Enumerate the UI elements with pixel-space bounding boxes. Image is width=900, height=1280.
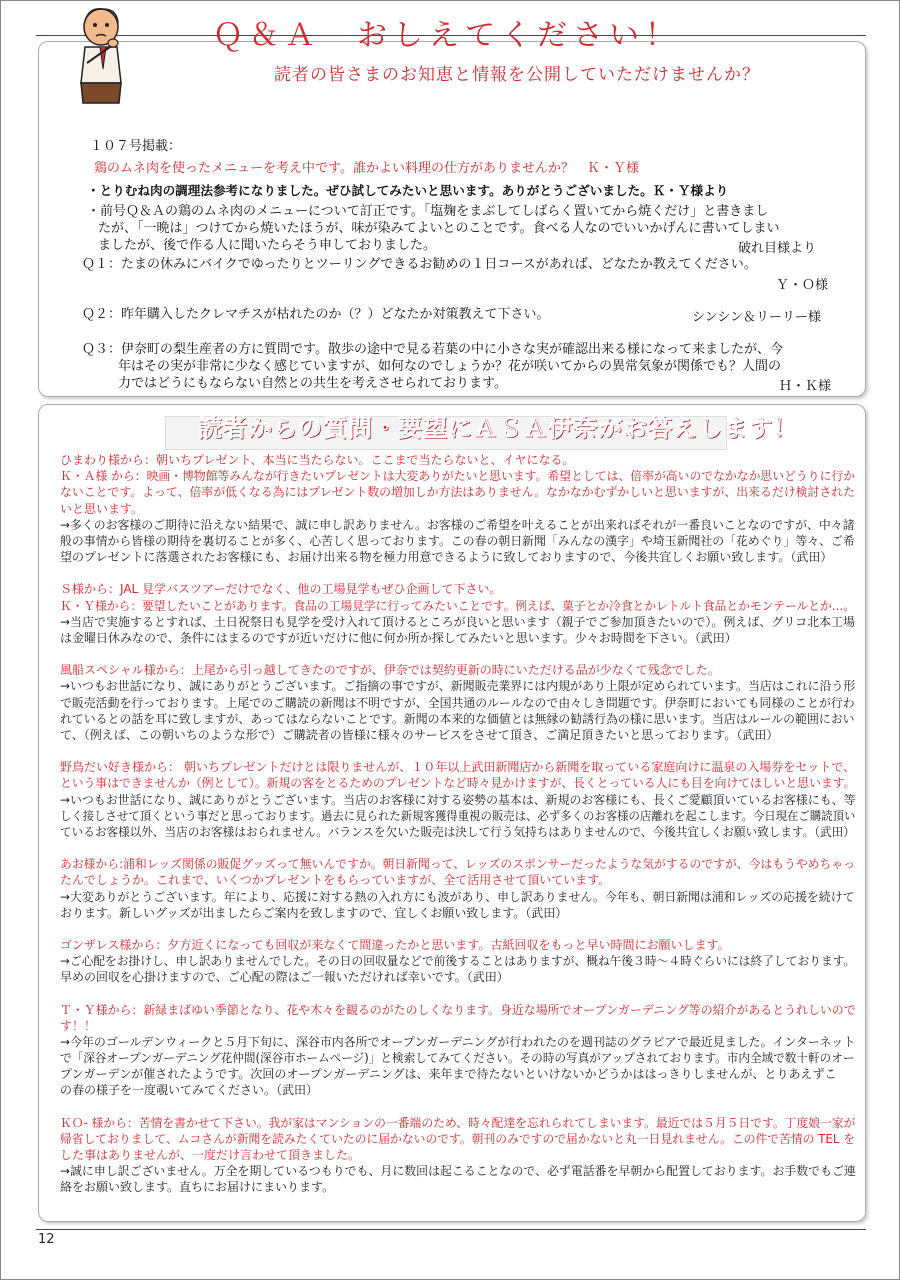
answer-line: で販売活動を行っております。上尾でのご購読の新聞は不明ですが、全国共通のルールなので由々しき問題です。伊奈町においても同様のことが行わ [60, 695, 855, 710]
answer-line: しく接しさせて頂くという事だと思っております。過去に見られた新規客獲得重視の販売は、必ず多くのお客様の店離れを起こします。今日現在ご購読頂い [60, 808, 856, 823]
answer-line: で「深谷オープンガーデニング花仲間(深谷市ホームページ)」と検索してみてください。その時の写真がアップされております。市内全域で数十軒のオー [60, 1051, 855, 1066]
answer-line: 般の事情から皆様の期待を裏切ることが多く、心苦しく思っております。この春の朝日新聞「みんなの漢字」や埼玉新聞社の「花めぐり」等々、ご希 [60, 533, 855, 548]
request-line: Ｓ様から：JAL 見学バスツアーだけでなく、他の工場見学もぜひ企画して下さい。 [60, 582, 502, 597]
answer-line: →誠に申し訳ございません。万全を期しているつもりでも、月に数回は起こることなので、必ず電話番を早朝から配置しております。お手数でもご連 [60, 1164, 856, 1179]
qa-line: Ｑ２：昨年購入したクレマチスが枯れたのか（？）どなたか対策教えて下さい。 [82, 307, 550, 322]
request-line: という事はできませんか（例として）。新規の客をとるためのプレゼントなど時々見かけますが、長くとっている人にも目を向けてほしいと思います。 [60, 776, 856, 791]
answer-line: ているお客様以外、当店のお客様はおられません。バランスを欠いた販売は決して行う気持ちはありませんので、今後共宜しくお願い致します。（武田） [60, 824, 855, 839]
answer-line: 早めの回収を心掛けますので、ご心配の際はご一報いただければ幸いです。（武田） [60, 970, 509, 985]
answer-line: て、（例えば、この朝いちのような形で）ご購読者の皆様に様々のサービスをさせて頂き、ご満足頂きたいと思っております。（武田） [60, 727, 779, 742]
request-line: ゴンザレス様から：夕方近くになっても回収が来なくて間違ったかと思います。古紙回収をもっと早い時間にお願いします。 [60, 937, 730, 952]
request-line: いと思います。 [60, 501, 144, 516]
qa-line: ・とりむね肉の調理法参考になりました。ぜひ試してみたいと思います。ありがとうございました。Ｋ・Ｙ様より [87, 183, 729, 198]
answer-line: の春の様子を一度覗いてみてください。（武田） [60, 1083, 319, 1098]
answer-line: →当店で実施するとすれば、土日祝祭日も見学を受け入れて頂けるところが良いと思います（親子でご参加頂きたいので）。例えば、グリコ北本工場 [60, 614, 856, 629]
bottom-rule [36, 1229, 866, 1230]
request-line: あお様から:浦和レッズ関係の販促グッズって無いんですか。朝日新聞って、レッズのスポンサーだったような気がするのですが、今はもうやめちゃっ [60, 857, 855, 872]
signature-correction: 破れ目様より [738, 241, 817, 256]
answer-line: →大変ありがとうございます。年により、応援に対する熱の入れ方にも波があり、申し訳ありません。今年も、朝日新聞は浦和レッズの応援を続けて [60, 889, 855, 904]
thinking-man-illustration [63, 5, 143, 105]
request-line: 帰省しておりまして、ムコさんが新聞を読みたくていたのに届かないのです。朝刊のみですので届かないと丸一日見れません。この件で苦情の TEL を [60, 1131, 856, 1146]
request-line: ＫＯ- 様から：苦情を書かせて下さい。我が家はマンションの一番端のため、時々配達を忘れられてしまいます。最近では５月５日です。丁度娘一家が [60, 1115, 856, 1130]
answer-line: おります。新しいグッズが出ましたらご案内を致しますので、宜しくお願い致します。（武田） [60, 905, 568, 920]
answer-line: →多くのお客様のご期待に沿えない結果で、誠に申し訳ありません。お客様のご希望を叶えることが出来ればそれが一番良いことなのですが、中々諸 [60, 517, 855, 532]
request-line: たんでしょうか。これまで、いくつかプレゼントをもらっていますが、全て活用させて頂いています。 [60, 873, 611, 888]
answer-line: プンガーデンが催されたようです。次回のオープンガーデニングは、来年まで待たないといけないかどうかははっきりしませんが、とりあえずこ [60, 1067, 837, 1082]
request-line: 野鳥だい好き様から： 朝いちプレゼントだけとは限りませんが、１０年以上武田新聞店から新聞を取っている家庭向けに温泉の入場券をセットで、 [60, 760, 856, 775]
request-line: 風船スペシャル様から：上尾から引っ越してきたのですが、伊奈では契約更新の時にいただける品が少なくて残念でした。 [60, 663, 720, 678]
answer-line: 望のプレゼントに落選されたお客様にも、お届け出来る物を極力用意できるように致しておりますので、今後共宜しくお願い致します。（武田） [60, 550, 833, 565]
request-line: ひまわり様から：朝いちプレゼント、本当に当たらない。ここまで当たらないと、イヤになる。 [60, 453, 575, 467]
request-line: Ｋ・Ａ様 から：映画・博物館等みんなが行きたいプレゼントは大変ありがたいと思います。希望としては、倍率が高いのでなかなか思いどうりに行か [60, 469, 856, 484]
answer-line: は金曜日休みなので、条件にはまるのですが近いだけに他に何か所か探してみたいと思います。少々お時間を下さい。（武田） [60, 630, 737, 645]
answers-title: 読者からの質問・要望にＡＳＡ伊奈がお答えします！ [198, 414, 798, 442]
request-line: す！！ [60, 1018, 97, 1033]
answer-line: 絡をお願い致します。直ちにお届けにまいります。 [60, 1180, 335, 1195]
answer-line: →ご心配をお掛けし、申し訳ありませんでした。その日の回収量などで前後することはありますが、概ね午後３時～４時ぐらいには終了しております。 [60, 954, 856, 969]
answer-line: →今年のゴールデンウィークと５月下旬に、深谷市内各所でオープンガーデニングが行われたのを週刊誌のグラビアで最近見ました。インターネット [60, 1034, 856, 1049]
signature-q3: Ｈ・Ｋ様 [779, 379, 832, 394]
qa-line: ましたが、後で作る人に聞いたらそう申しておりました。 [98, 238, 437, 253]
request-line: ないことです。よって、倍率が低くなる為にはプレゼント数の増加しか方法はありません。なかなかむずかしいと思いますが、出来るだけ検討された [60, 485, 856, 500]
signature-q2: シンシン＆リーリー様 [692, 310, 822, 325]
signature-q1: Ｙ・Ｏ様 [776, 278, 829, 293]
answer-line: →いつもお世話になり、誠にありがとうございます。ご指摘の事ですが、新聞販売業界には内規があり上限が定められています。当店はこれに沿う形 [60, 679, 856, 694]
qa-subtitle: 読者の皆さまのお知恵と情報を公開していただけませんか？ [274, 65, 760, 85]
answer-line: れているとの話を耳に致しますが、あってはならないことです。新聞の本来的な価値とは無縁の勧誘行為の様に思います。当店はルールの範囲におい [60, 711, 855, 726]
qa-line: たが、「一晩は」つけてから焼いたほうが、味が染みてよいとのことです。食べる人なのでいいかげんに書いてしまい [98, 221, 780, 236]
request-line: した事はありませんが、一度だけ言わせて頂きました。 [60, 1148, 361, 1163]
answers-list [60, 452, 855, 1196]
qa-title: Ｑ＆Ａ おしえてください！ [213, 18, 681, 53]
qa-line: 力ではどうにもならない自然との共生を考えさせられております。 [118, 376, 507, 391]
answer-line: →いつもお世話になり、誠にありがとうございます。当店のお客様に対する姿勢の基本は、新規のお客様にも、長くご愛顧頂いているお客様にも、等 [60, 792, 856, 807]
qa-line: 年はその実が非常に少なく感じていますが、如何なのでしょうか？花が咲いてからの異常気象が関係でも？人間の [118, 359, 782, 374]
qa-line: ・前号Ｑ＆Ａの鶏のムネ肉のメニューについて訂正です。「塩麹をまぶしてしばらく置いてから焼くだけ」と書きまし [87, 204, 769, 219]
issue-label: １０７号掲載： [90, 139, 182, 154]
page-number: 12 [38, 1232, 55, 1247]
qa-line: Ｑ１：たまの休みにバイクでゆったりとツーリングできるお勧めの１日コースがあれば、どなたか教えてください。 [82, 257, 757, 272]
request-line: Ｋ・Ｙ様から：要望したいことがあります。食品の工場見学に行ってみたいことです。例えば、菓子とか冷食とかレトルト食品とかモンテールとか…。 [60, 598, 856, 613]
qa-line: 鶏のムネ肉を使ったメニューを考え中です。誰かよい料理の仕方がありませんか？ Ｋ・Ｙ様 [94, 161, 639, 176]
request-line: Ｔ・Ｙ様から：新緑まばゆい季節となり、花や木々を観るのがたのしくなります。身近な場所でオープンガーデニング等の紹介があるとうれしいので [60, 1002, 856, 1017]
qa-line: Ｑ３：伊奈町の梨生産者の方に質問です。散歩の途中で見る若葉の中に小さな実が確認出来る様になって来ましたが、今 [82, 342, 783, 357]
